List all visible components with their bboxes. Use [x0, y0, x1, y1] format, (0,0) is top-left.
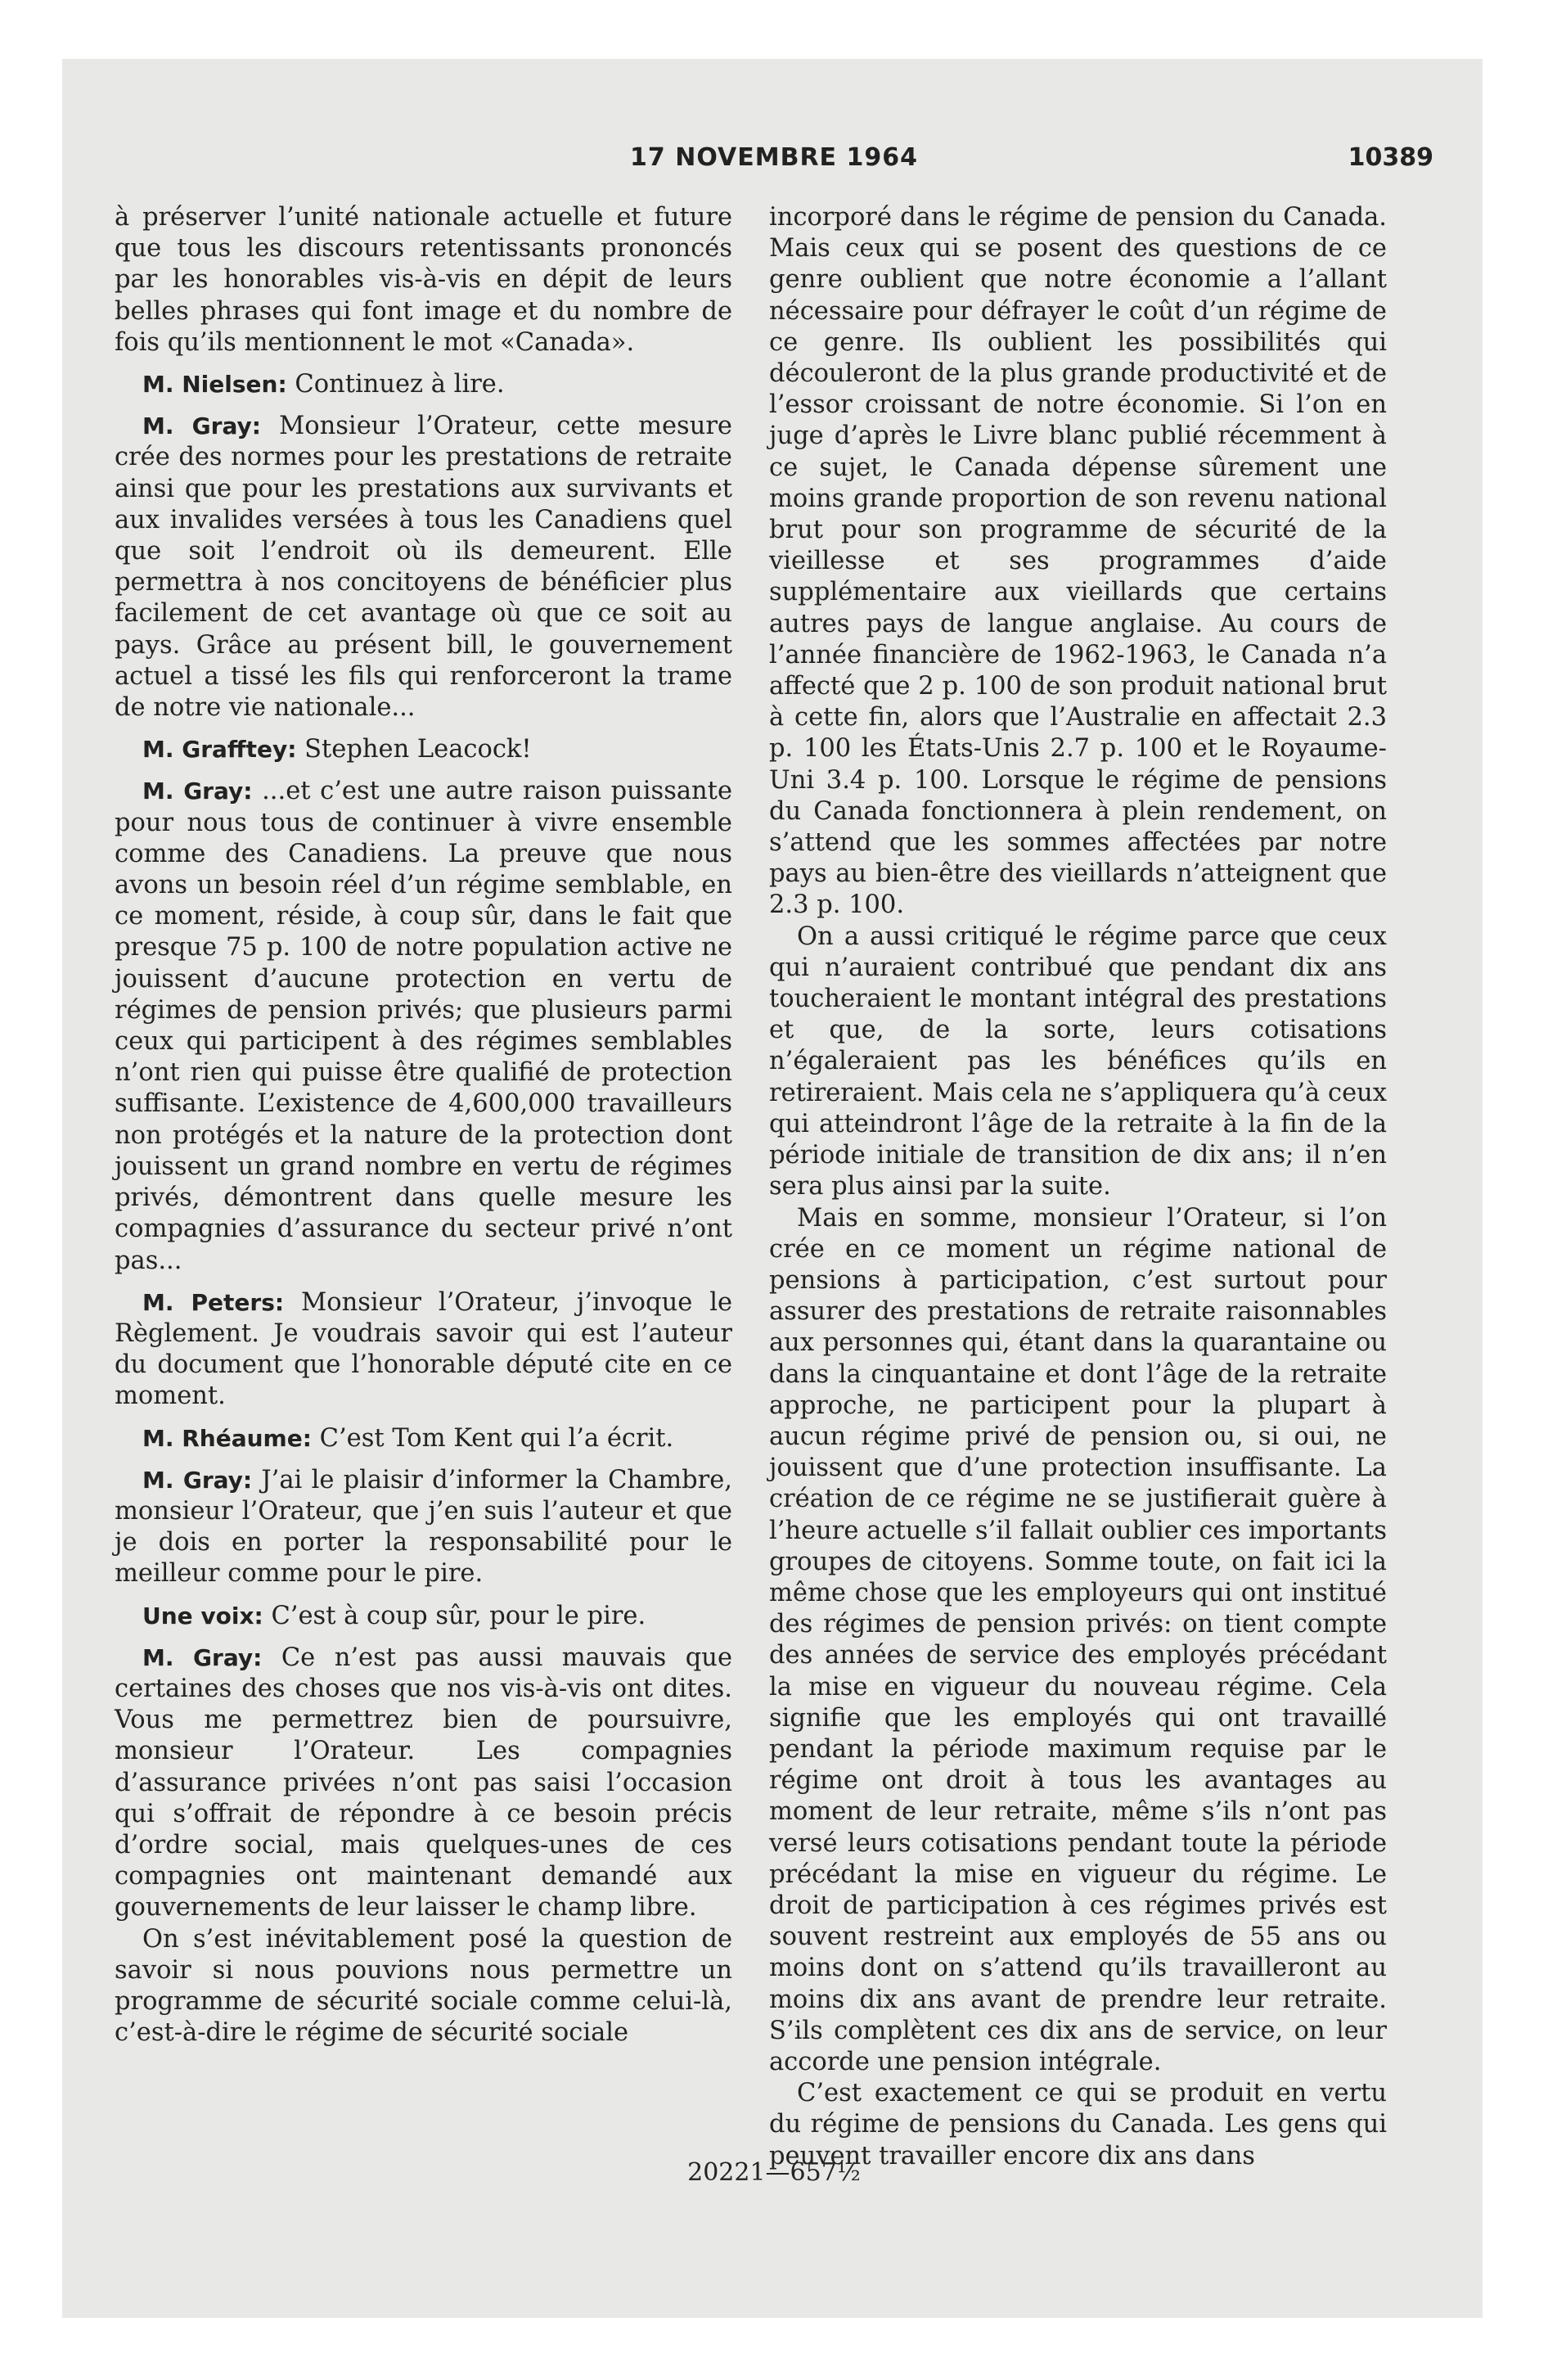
speech-gray: M. Gray: Monsieur l’Orateur, cette mesure crée des normes pour les prestations de retraite ainsi que pour les prestations aux survivants et aux invalides versées à tous les Canadiens quel que soit l’endroit où ils demeurent. Elle permettra à nos concitoyens de bénéficier plus facilement de cet avantage où que ce soit au pays. Grâce au présent bill, le gouvernement actuel a tissé les fils qui renforceront la trame de notre vie nationale... [115, 412, 732, 723]
speaker-name: M. Gray: [142, 412, 261, 440]
paragraph: Mais en somme, monsieur l’Orateur, si l’on crée en ce moment un régime national de pensions à participation, c’est surtout pour assurer des prestations de retraite raisonnables aux personnes qui, étant dans la quarantaine ou dans la cinquantaine et dont l’âge de la retraite approche, ne participent pour la plupart à aucun régime privé de pension ou, si oui, ne jouissent que d’une protection insuffisante. La création de ce régime ne se justifierait guère à l’heure actuelle s’il fallait oublier ces importants groupes de citoyens. Somme toute, on fait ici la même chose que les employeurs qui ont institué des régimes de pension privés: on tient compte des années de service des employés précédant la mise en vigueur du nouveau régime. Cela signifie que les employés qui ont travaillé pendant la période maximum requise par le régime ont droit à tous les avantages au moment de leur retraite, même s’ils n’ont pas versé leurs cotisations pendant toute la période précédant la mise en vigueur du régime. Le droit de participation à ces régimes privés est souvent restreint aux employés de 55 ans ou moins dont on s’attend qu’ils travailleront au moins dix ans avant de prendre leur retraite. S’ils complètent ces dix ans de service, on leur accorde une pension intégrale. [769, 1203, 1387, 2076]
speaker-name: M. Gray: [142, 778, 253, 805]
speaker-name: Une voix: [142, 1602, 263, 1629]
paragraph: incorporé dans le régime de pension du Canada. Mais ceux qui se posent des questions de ce genre oublient que notre économie a l’allant nécessaire pour défrayer le coût d’un régime de ce genre. Ils oublient les possibilités qui découleront de la plus grande productivité et de l’essor croissant de notre économie. Si l’on en juge d’après le Livre blanc publié récemment à ce sujet, le Canada dépense sûrement une moins grande proportion de son revenu national brut pour son programme de sécurité de la vieillesse et ses programmes d’aide supplémentaire aux vieillards que certains autres pays de langue anglaise. Au cours de l’année financière de 1962-1963, le Canada n’a affecté que 2 p. 100 de son produit national brut à cette fin, alors que l’Australie en affectait 2.3 p. 100 les États-Unis 2.7 p. 100 et le Royaume-Uni 3.4 p. 100. Lorsque le régime de pensions du Canada fonctionnera à plein rendement, on s’attend que les sommes affectées par notre pays au bien-être des vieillards n’atteignent que 2.3 p. 100. [769, 203, 1387, 920]
speech-peters: M. Peters: Monsieur l’Orateur, j’invoque le Règlement. Je voudrais savoir qui est l’auteur du document que l’honorable député cite en ce moment. [115, 1287, 733, 1411]
speech-rheaume: M. Rhéaume: C’est Tom Kent qui l’a écrit. [142, 1423, 674, 1453]
right-column [769, 202, 1387, 2172]
speaker-name: M. Rhéaume: [142, 1424, 312, 1452]
speech-nielsen: M. Nielsen: Continuez à lire. [142, 370, 505, 399]
speech-gray: M. Gray: Ce n’est pas aussi mauvais que certaines des choses que nos vis-à-vis ont dites. Vous me permettrez bien de poursuivre, monsieur l’Orateur. Les compagnies d’assurance privées n’ont pas saisi l’occasion qui s’offrait de répondre à ce besoin précis d’ordre social, mais quelques-unes de ces compagnies ont maintenant demandé aux gouvernements de leur laisser le champ libre. [115, 1643, 732, 1922]
speech-grafftey: M. Grafftey: Stephen Leacock! [142, 735, 532, 764]
speaker-name: M. Gray: [142, 1466, 253, 1494]
speech-gray: M. Gray: J’ai le plaisir d’informer la Chambre, monsieur l’Orateur, que j’en suis l’auteur et que je dois en porter la responsabilité pour le meilleur comme pour le pire. [115, 1465, 732, 1589]
speaker-name: M. Nielsen: [142, 371, 287, 399]
speaker-name: M. Gray: [142, 1643, 263, 1671]
left-column [115, 202, 732, 2049]
speech-une-voix: Une voix: C’est à coup sûr, pour le pire. [142, 1601, 646, 1630]
page-number: 10389 [1348, 143, 1433, 172]
header-date: 17 NOVEMBRE 1964 [630, 143, 918, 172]
footer-code: 20221—657½ [687, 2158, 861, 2187]
paragraph: C’est exactement ce qui se produit en vertu du régime de pensions du Canada. Les gens qui peuvent travailler encore dix ans dans [769, 2079, 1387, 2170]
speaker-name: M. Peters: [142, 1288, 285, 1316]
paragraph: à préserver l’unité nationale actuelle et future que tous les discours retentissants prononcés par les honorables vis-à-vis en dépit de leurs belles phrases qui font image et du nombre de fois qu’ils mentionnent le mot «Canada». [115, 203, 732, 357]
document-page [115, 143, 1433, 2193]
page-header [115, 143, 1433, 184]
paragraph: On a aussi critiqué le régime parce que ceux qui n’auraient contribué que pendant dix ans toucheraient le montant intégral des prestations et que, de la sorte, leurs cotisations n’égaleraient pas les bénéfices qu’ils en retireraient. Mais cela ne s’appliquera qu’à ceux qui atteindront l’âge de la retraite à la fin de la période initiale de transition de dix ans; il n’en sera plus ainsi par la suite. [769, 922, 1387, 1201]
speech-gray: M. Gray: ...et c’est une autre raison puissante pour nous tous de continuer à vivre ensemble comme des Canadiens. La preuve que nous avons un besoin réel d’un régime semblable, en ce moment, réside, à coup sûr, dans le fait que presque 75 p. 100 de notre population active ne jouissent d’aucune protection en vertu de régimes de pension privés; que plusieurs parmi ceux qui participent à des régimes semblables n’ont rien qui puisse être qualifié de protection suffisante. L’existence de 4,600,000 travailleurs non protégés et la nature de la protection dont jouissent un grand nombre en vertu de régimes privés, démontrent dans quelle mesure les compagnies d’assurance du secteur privé n’ont pas... [115, 777, 732, 1275]
speaker-name: M. Grafftey: [142, 736, 297, 764]
paragraph: On s’est inévitablement posé la question de savoir si nous pouvions nous permettre un programme de sécurité sociale comme celui-là, c’est-à-dire le régime de sécurité sociale [115, 1924, 732, 2048]
